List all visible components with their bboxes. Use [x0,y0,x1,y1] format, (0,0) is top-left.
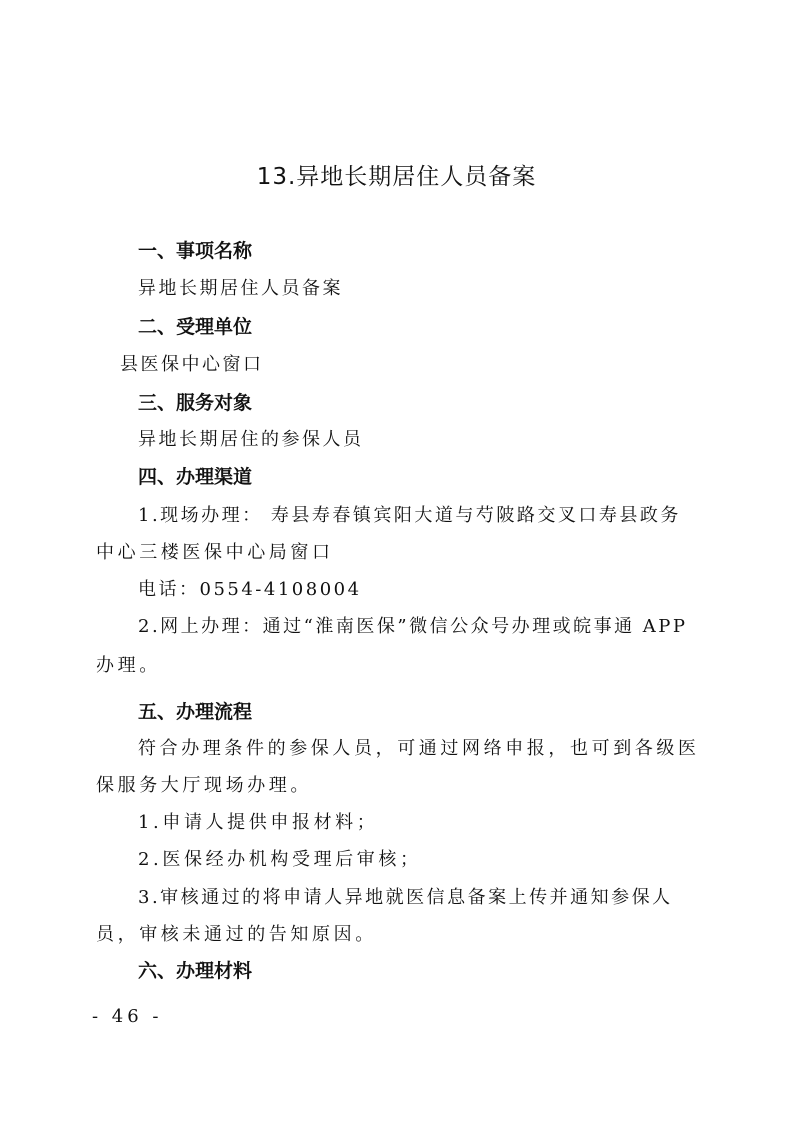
section-heading-handling-unit: 二、受理单位 [138,316,253,338]
process-intro-line: 符合办理条件的参保人员，可通过网络申报，也可到各级医 [138,738,700,759]
item-name-text: 异地长期居住人员备案 [138,278,343,299]
page-title: 13.异地长期居住人员备案 [256,164,537,190]
section-heading-materials: 六、办理材料 [138,960,253,982]
process-step-2: 2.医保经办机构受理后审核； [138,849,422,870]
onsite-channel-line-cont: 中心三楼医保中心局窗口 [96,542,334,563]
process-step-1: 1.申请人提供申报材料； [138,812,379,833]
onsite-channel-line: 1.现场办理： 寿县寿春镇宾阳大道与芍陂路交叉口寿县政务 [138,505,681,526]
online-channel-line-cont: 办理。 [96,655,161,676]
section-heading-channels: 四、办理渠道 [138,466,253,488]
online-channel-line: 2.网上办理：通过“淮南医保”微信公众号办理或皖事通 APP [138,616,688,637]
handling-unit-text: 县医保中心窗口 [120,354,264,375]
section-heading-service-target: 三、服务对象 [138,392,253,414]
process-step-3: 3.审核通过的将申请人异地就医信息备案上传并通知参保人 [138,887,673,908]
process-step-3-cont: 员，审核未通过的告知原因。 [96,924,377,945]
service-target-text: 异地长期居住的参保人员 [138,429,364,450]
phone-line: 电话：0554-4108004 [138,579,362,600]
process-intro-line-cont: 保服务大厅现场办理。 [96,775,312,796]
section-heading-process: 五、办理流程 [138,701,253,723]
section-heading-item-name: 一、事项名称 [138,240,253,262]
page-number: - 46 - [92,1006,163,1027]
